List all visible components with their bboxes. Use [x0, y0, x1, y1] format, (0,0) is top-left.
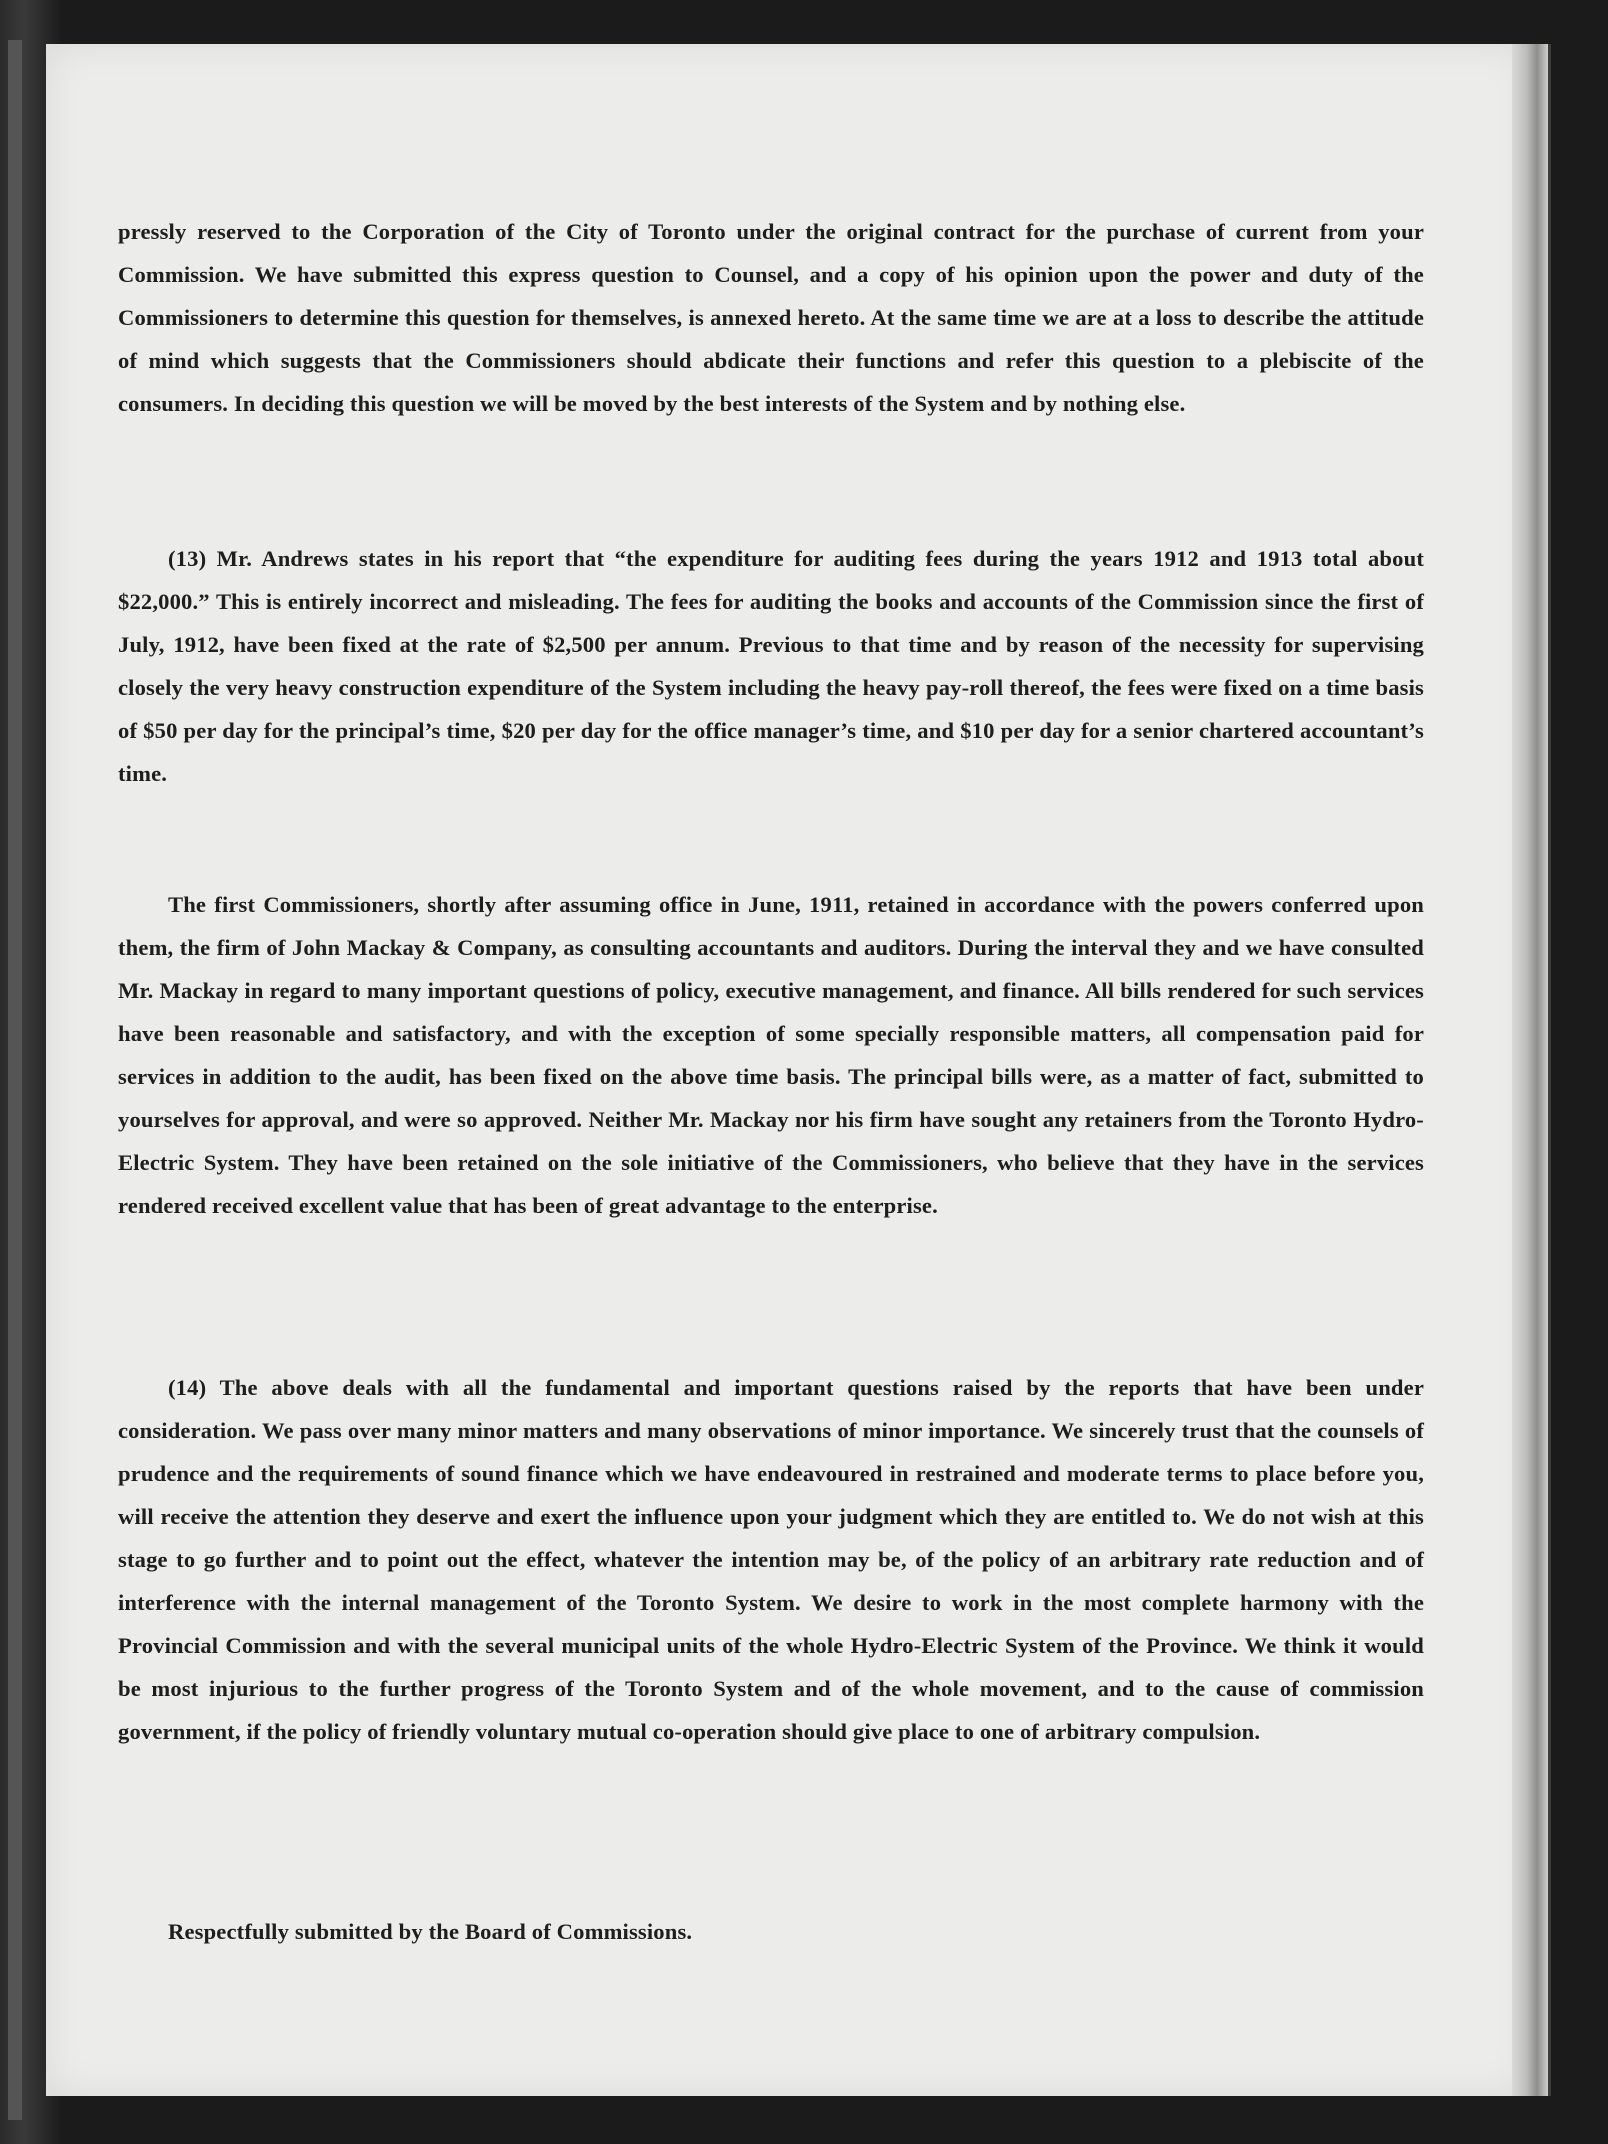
page-right-border — [1548, 44, 1551, 2096]
scan-left-strip — [8, 40, 22, 2120]
paragraph-14-conclusion: (14) The above deals with all the fundamental and important questions raised by the reports that have been under consideration. We pass over many minor matters and many observations of minor importance. We sincerely trust that the counsels of prudence and the requirements of sound finance which we have endeavoured in restrained and moderate terms to place before you, will receive the attention they deserve and exert the influence upon your judgment which they are entitled to. We do not wish at this stage to go further and to point out the effect, whatever the intention may be, of the policy of an arbitrary rate reduction and of interference with the internal management of the Toronto System. We desire to work in the most complete harmony with the Provincial Commission and with the several municipal units of the whole Hydro-Electric System of the Province. We think it would be most injurious to the further progress of the Toronto System and of the whole movement, and to the cause of commission government, if the policy of friendly voluntary mutual co-operation should give place to one of arbitrary compulsion. — [118, 1375, 1424, 1744]
paragraph-13-auditing-fees: (13) Mr. Andrews states in his report that “the expenditure for auditing fees during the years 1912 and 1913 total about $22,000.” This is entirely incorrect and misleading. The fees for auditing the books and accounts of the Commission since the first of July, 1912, have been fixed at the rate of $2,500 per annum. Previous to that time and by reason of the necessity for supervising closely the very heavy construction expenditure of the System including the heavy pay-roll thereof, the fees were fixed on a time basis of $50 per day for the principal’s time, $20 per day for the office manager’s time, and $10 per day for a senior chartered accountant’s time. — [118, 546, 1424, 786]
signature-line: Respectfully submitted by the Board of Commissions. — [168, 1919, 693, 1944]
paragraph-consulting-accountants: The first Commissioners, shortly after assuming office in June, 1911, retained in accordance with the powers conferred upon them, the firm of John Mackay & Company, as consulting accountants and auditors. During the interval they and we have consulted Mr. Mackay in regard to many important questions of policy, executive management, and finance. All bills rendered for such services have been reasonable and satisfactory, and with the exception of some specially responsible matters, all compensation paid for services in addition to the audit, has been fixed on the above time basis. The principal bills were, as a matter of fact, submitted to yourselves for approval, and were so approved. Neither Mr. Mackay nor his firm have sought any retainers from the Toronto Hydro-Electric System. They have been retained on the sole initiative of the Commissioners, who believe that they have in the services rendered received excellent value that has been of great advantage to the enterprise. — [118, 892, 1424, 1218]
paragraph-continuation: pressly reserved to the Corporation of the City of Toronto under the original contract for the purchase of current from your Commission. We have submitted this express question to Counsel, and a copy of his opinion upon the power and duty of the Commissioners to determine this question for themselves, is annexed hereto. At the same time we are at a loss to describe the attitude of mind which suggests that the Commissioners should abdicate their functions and refer this question to a plebiscite of the consumers. In deciding this question we will be moved by the best interests of the System and by nothing else. — [118, 219, 1424, 416]
page-right-edge — [1512, 44, 1548, 2096]
